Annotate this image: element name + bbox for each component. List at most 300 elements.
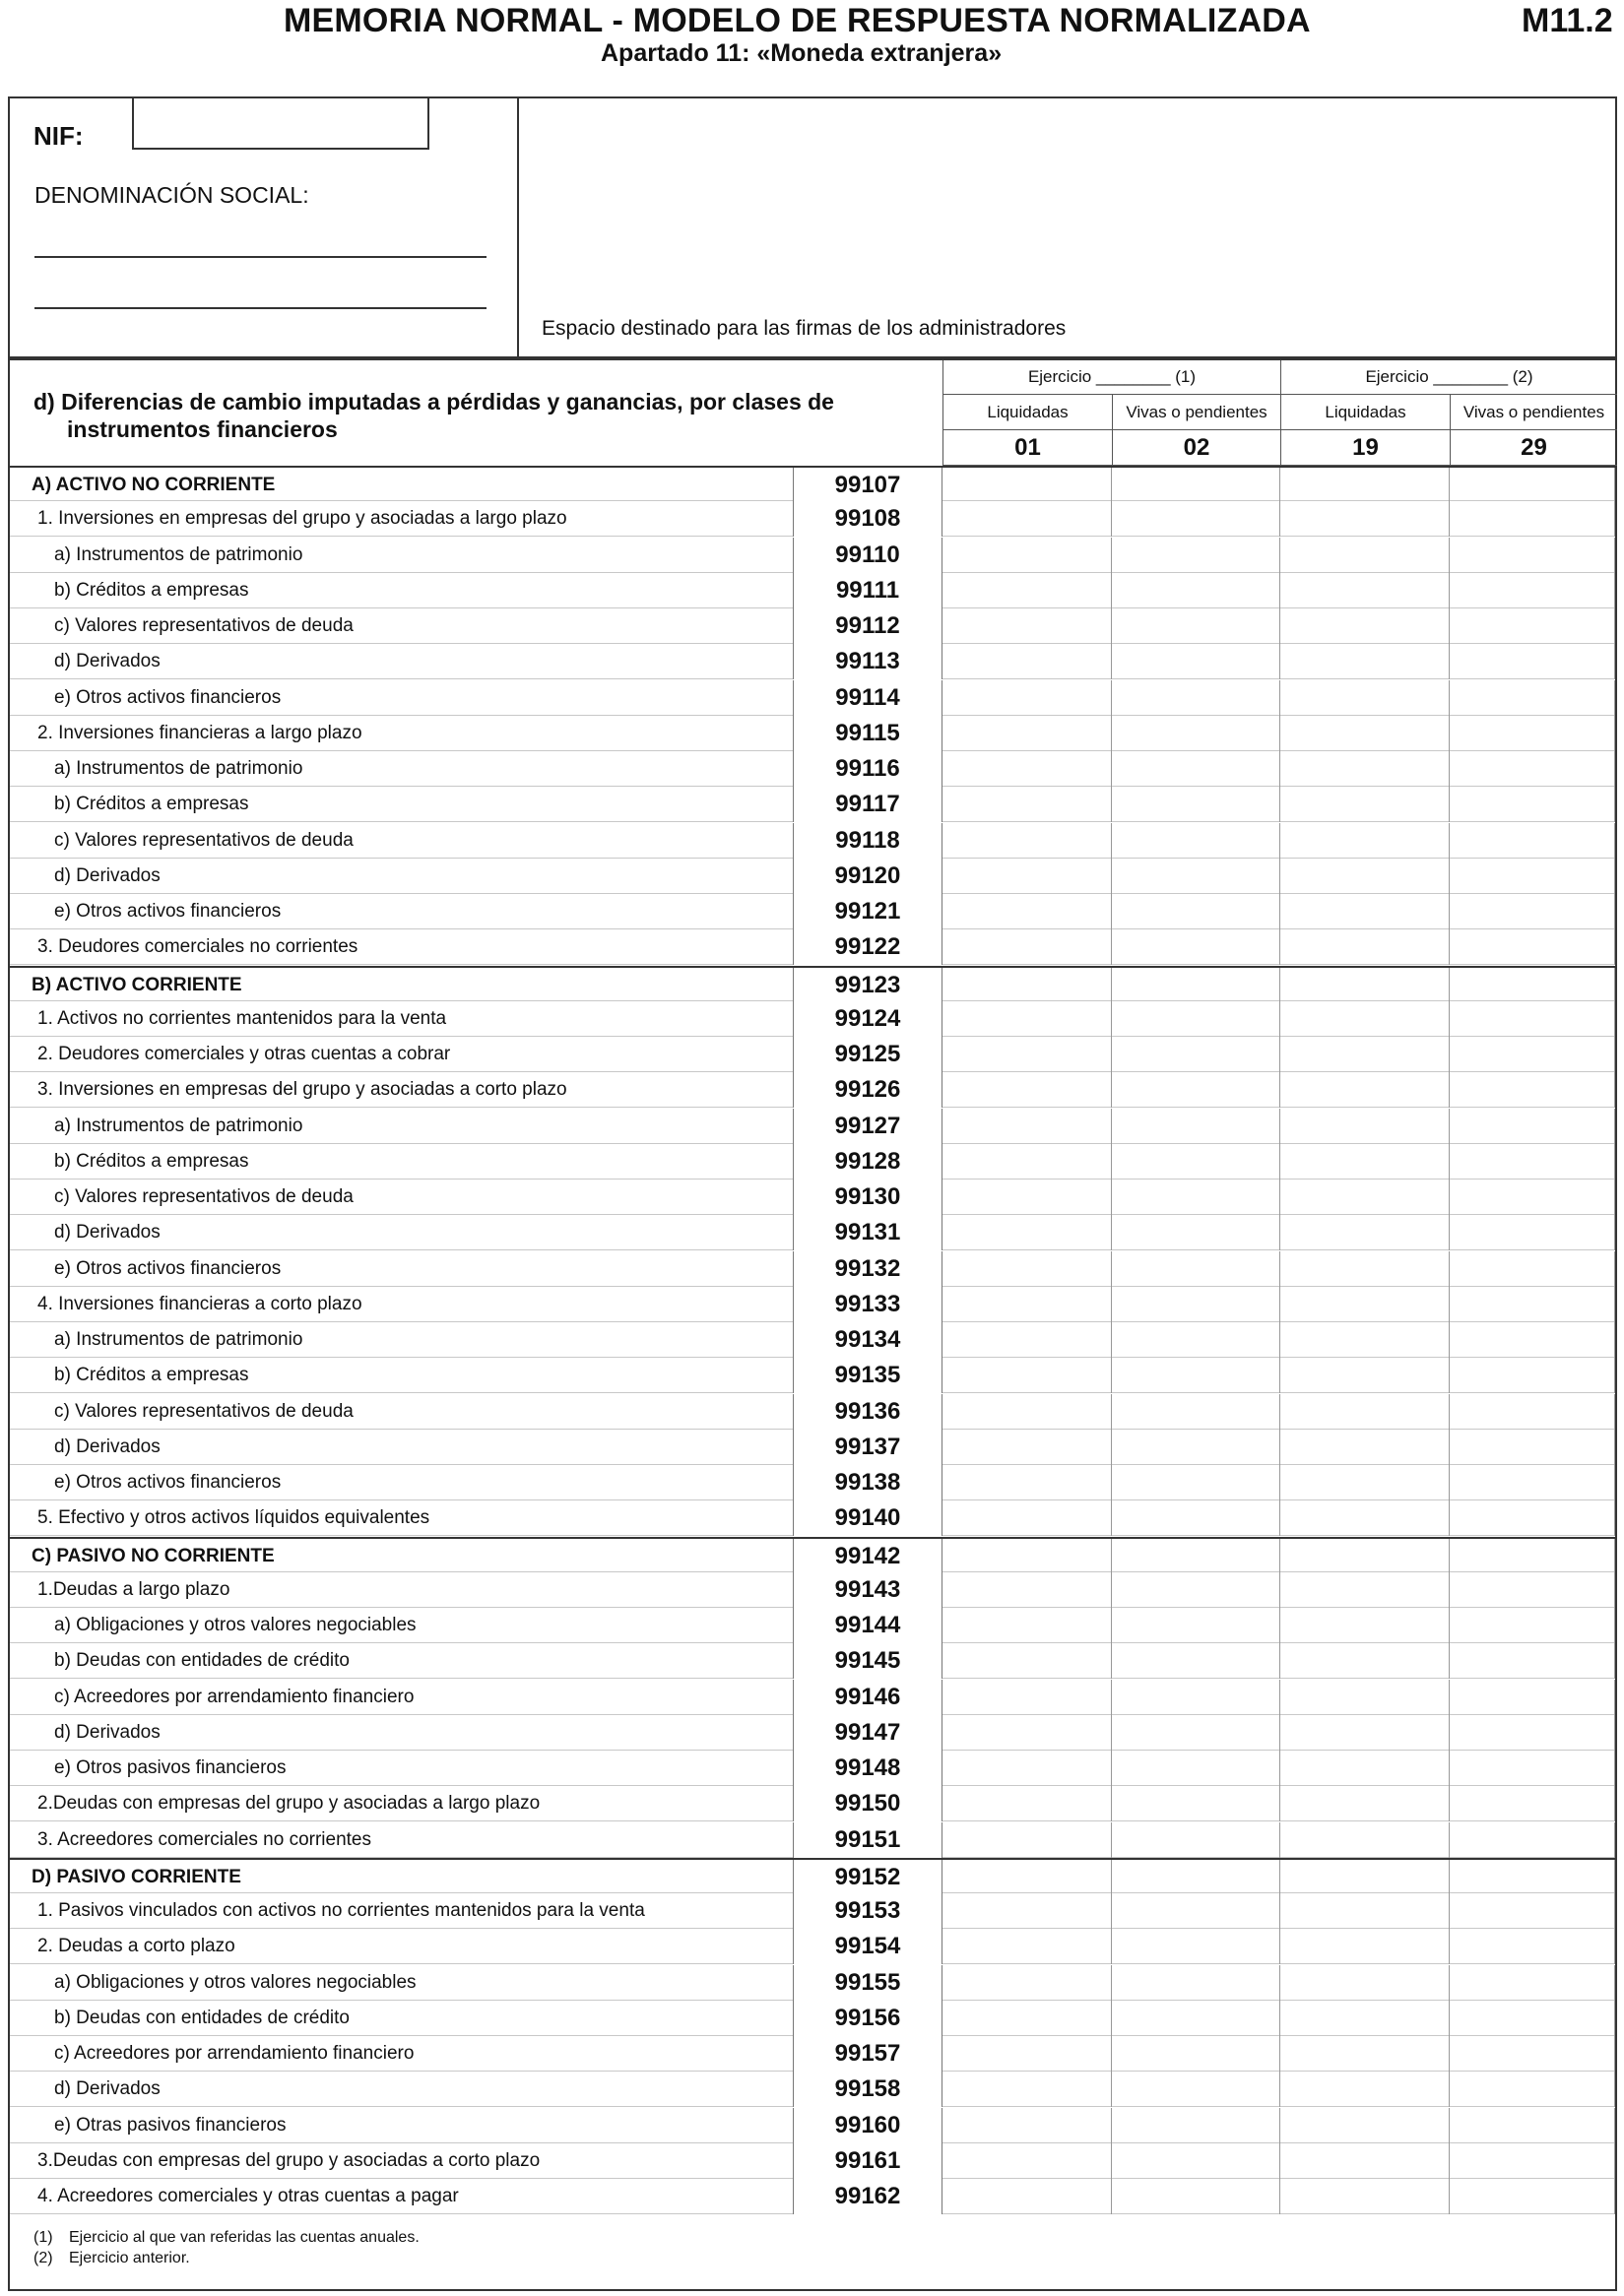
row-input-col-01[interactable]	[942, 2072, 1112, 2107]
row-input-col-29[interactable]	[1450, 1608, 1615, 1643]
row-input-col-29[interactable]	[1450, 1929, 1615, 1964]
row-input-col-02[interactable]	[1112, 1860, 1280, 1895]
col-num-29: 29	[1450, 430, 1617, 466]
row-input-col-02[interactable]	[1112, 1215, 1280, 1250]
row-input-col-01[interactable]	[942, 1715, 1112, 1751]
row-input-col-29[interactable]	[1450, 1500, 1615, 1536]
nif-input[interactable]	[132, 96, 429, 150]
row-input-col-19[interactable]	[1280, 1465, 1450, 1500]
row-input-col-01[interactable]	[942, 894, 1112, 929]
row-label: c) Valores representativos de deuda	[54, 615, 354, 636]
row-input-col-29[interactable]	[1450, 1072, 1615, 1108]
row-input-col-02[interactable]	[1112, 929, 1280, 965]
row-input-col-01[interactable]	[942, 1572, 1112, 1608]
row-input-col-01[interactable]	[942, 1786, 1112, 1821]
row-input-col-19[interactable]	[1280, 2072, 1450, 2107]
row-input-col-02[interactable]	[1112, 1394, 1280, 1430]
table-row	[10, 751, 1615, 787]
row-input-col-29[interactable]	[1450, 1893, 1615, 1929]
row-label: e) Otros pasivos financieros	[54, 1757, 287, 1778]
row-input-col-02[interactable]	[1112, 1465, 1280, 1500]
row-input-col-29[interactable]	[1450, 1180, 1615, 1215]
row-code: 99143	[793, 1572, 942, 1608]
row-input-col-29[interactable]	[1450, 538, 1615, 573]
table-row	[10, 1572, 1615, 1608]
row-code: 99162	[793, 2179, 942, 2214]
table-row	[10, 608, 1615, 644]
row-input-col-19[interactable]	[1280, 1608, 1450, 1643]
row-input-col-29[interactable]	[1450, 1822, 1615, 1858]
row-input-col-01[interactable]	[942, 1394, 1112, 1430]
row-input-col-19[interactable]	[1280, 1251, 1450, 1287]
denominacion-line-2[interactable]	[34, 307, 487, 309]
row-input-col-01[interactable]	[942, 1072, 1112, 1108]
row-input-col-29[interactable]	[1450, 1751, 1615, 1786]
form-code: M11.2	[1522, 2, 1613, 39]
table-row	[10, 1430, 1615, 1465]
table-row	[10, 1144, 1615, 1180]
row-input-col-29[interactable]	[1450, 501, 1615, 537]
row-input-col-19[interactable]	[1280, 1643, 1450, 1679]
row-label: a) Instrumentos de patrimonio	[54, 1329, 303, 1350]
row-label: 3. Deudores comerciales no corrientes	[37, 936, 358, 958]
row-input-col-29[interactable]	[1450, 716, 1615, 751]
col-liquidadas-1: Liquidadas	[942, 395, 1112, 430]
row-label: D) PASIVO CORRIENTE	[32, 1866, 241, 1887]
row-input-col-29[interactable]	[1450, 1215, 1615, 1250]
row-input-col-02[interactable]	[1112, 538, 1280, 573]
row-code: 99127	[793, 1109, 942, 1144]
row-input-col-02[interactable]	[1112, 823, 1280, 859]
row-input-col-19[interactable]	[1280, 1144, 1450, 1180]
row-input-col-19[interactable]	[1280, 894, 1450, 929]
row-input-col-02[interactable]	[1112, 1287, 1280, 1322]
row-input-col-19[interactable]	[1280, 1001, 1450, 1037]
row-input-col-29[interactable]	[1450, 1001, 1615, 1037]
row-code: 99160	[793, 2108, 942, 2143]
row-code: 99111	[793, 573, 942, 608]
row-label: e) Otros activos financieros	[54, 686, 282, 708]
row-input-col-01[interactable]	[942, 2179, 1112, 2214]
row-input-col-02[interactable]	[1112, 1643, 1280, 1679]
row-input-col-02[interactable]	[1112, 501, 1280, 537]
firmas-label: Espacio destinado para las firmas de los administradores	[542, 317, 1067, 340]
row-input-col-02[interactable]	[1112, 1358, 1280, 1393]
row-input-col-19[interactable]	[1280, 1572, 1450, 1608]
row-code: 99117	[793, 787, 942, 822]
row-label: 2. Deudas a corto plazo	[37, 1936, 235, 1957]
row-input-col-29[interactable]	[1450, 1430, 1615, 1465]
row-label: d) Derivados	[54, 1435, 161, 1457]
row-input-col-02[interactable]	[1112, 1965, 1280, 2001]
row-input-col-29[interactable]	[1450, 1465, 1615, 1500]
row-code: 99152	[793, 1860, 942, 1895]
row-input-col-19[interactable]	[1280, 1893, 1450, 1929]
row-code: 99146	[793, 1680, 942, 1715]
row-input-col-01[interactable]	[942, 1465, 1112, 1500]
row-input-col-01[interactable]	[942, 1251, 1112, 1287]
row-label: b) Créditos a empresas	[54, 794, 249, 815]
row-input-col-19[interactable]	[1280, 716, 1450, 751]
row-code: 99122	[793, 929, 942, 965]
row-label: b) Créditos a empresas	[54, 579, 249, 601]
row-input-col-02[interactable]	[1112, 859, 1280, 894]
row-input-col-29[interactable]	[1450, 1965, 1615, 2001]
row-code: 99150	[793, 1786, 942, 1821]
row-input-col-19[interactable]	[1280, 1786, 1450, 1821]
row-input-col-29[interactable]	[1450, 1287, 1615, 1322]
row-input-col-02[interactable]	[1112, 1786, 1280, 1821]
row-input-col-02[interactable]	[1112, 2179, 1280, 2214]
row-input-col-19[interactable]	[1280, 1180, 1450, 1215]
row-input-col-01[interactable]	[942, 1037, 1112, 1072]
row-input-col-02[interactable]	[1112, 1539, 1280, 1574]
table-row	[10, 1465, 1615, 1500]
row-input-col-29[interactable]	[1450, 751, 1615, 787]
row-input-col-19[interactable]	[1280, 538, 1450, 573]
row-input-col-19[interactable]	[1280, 859, 1450, 894]
row-input-col-02[interactable]	[1112, 2001, 1280, 2036]
row-input-col-19[interactable]	[1280, 929, 1450, 965]
row-input-col-29[interactable]	[1450, 1715, 1615, 1751]
row-input-col-01[interactable]	[942, 1608, 1112, 1643]
row-input-col-19[interactable]	[1280, 608, 1450, 644]
row-input-col-29[interactable]	[1450, 1358, 1615, 1393]
row-code: 99157	[793, 2036, 942, 2072]
row-input-col-19[interactable]	[1280, 1965, 1450, 2001]
row-input-col-01[interactable]	[942, 468, 1112, 503]
row-label: a) Instrumentos de patrimonio	[54, 758, 303, 779]
row-input-col-01[interactable]	[942, 538, 1112, 573]
row-input-col-02[interactable]	[1112, 1751, 1280, 1786]
section-title-line-1: d) Diferencias de cambio imputadas a pérdidas y ganancias, por clases de	[33, 389, 834, 415]
row-code: 99137	[793, 1430, 942, 1465]
row-input-col-01[interactable]	[942, 751, 1112, 787]
row-code: 99135	[793, 1358, 942, 1393]
row-input-col-02[interactable]	[1112, 1608, 1280, 1643]
row-input-col-01[interactable]	[942, 1430, 1112, 1465]
row-input-col-29[interactable]	[1450, 2072, 1615, 2107]
row-label: c) Valores representativos de deuda	[54, 829, 354, 851]
row-input-col-19[interactable]	[1280, 1929, 1450, 1964]
row-input-col-19[interactable]	[1280, 1037, 1450, 1072]
row-input-col-29[interactable]	[1450, 2143, 1615, 2179]
table-row	[10, 2143, 1615, 2179]
row-input-col-19[interactable]	[1280, 1215, 1450, 1250]
row-input-col-02[interactable]	[1112, 468, 1280, 503]
row-input-col-01[interactable]	[942, 1860, 1112, 1895]
row-input-col-19[interactable]	[1280, 573, 1450, 608]
row-code: 99125	[793, 1037, 942, 1072]
row-input-col-29[interactable]	[1450, 1860, 1615, 1895]
row-input-col-01[interactable]	[942, 1001, 1112, 1037]
row-input-col-01[interactable]	[942, 1215, 1112, 1250]
row-input-col-01[interactable]	[942, 929, 1112, 965]
row-input-col-02[interactable]	[1112, 2143, 1280, 2179]
row-input-col-19[interactable]	[1280, 823, 1450, 859]
row-input-col-02[interactable]	[1112, 894, 1280, 929]
row-label: d) Derivados	[54, 2078, 161, 2100]
row-input-col-29[interactable]	[1450, 859, 1615, 894]
row-input-col-29[interactable]	[1450, 1539, 1615, 1574]
row-input-col-19[interactable]	[1280, 1715, 1450, 1751]
row-input-col-02[interactable]	[1112, 751, 1280, 787]
row-input-col-01[interactable]	[942, 2143, 1112, 2179]
row-input-col-02[interactable]	[1112, 1822, 1280, 1858]
row-input-col-19[interactable]	[1280, 644, 1450, 679]
denominacion-label: DENOMINACIÓN SOCIAL:	[34, 182, 309, 208]
row-input-col-01[interactable]	[942, 1144, 1112, 1180]
row-input-col-19[interactable]	[1280, 1822, 1450, 1858]
row-input-col-01[interactable]	[942, 573, 1112, 608]
row-input-col-19[interactable]	[1280, 2036, 1450, 2072]
row-input-col-01[interactable]	[942, 1751, 1112, 1786]
row-input-col-01[interactable]	[942, 1358, 1112, 1393]
row-code: 99118	[793, 823, 942, 859]
row-input-col-01[interactable]	[942, 1287, 1112, 1322]
nif-label: NIF:	[33, 121, 84, 151]
row-code: 99130	[793, 1180, 942, 1215]
col-num-01: 01	[942, 430, 1112, 466]
row-code: 99140	[793, 1500, 942, 1536]
row-code: 99158	[793, 2072, 942, 2107]
row-code: 99113	[793, 644, 942, 679]
row-input-col-29[interactable]	[1450, 573, 1615, 608]
row-code: 99121	[793, 894, 942, 929]
row-input-col-01[interactable]	[942, 1322, 1112, 1358]
ejercicio-1-header: Ejercicio ________ (1)	[942, 360, 1280, 395]
row-input-col-02[interactable]	[1112, 716, 1280, 751]
row-input-col-29[interactable]	[1450, 680, 1615, 716]
row-input-col-29[interactable]	[1450, 1643, 1615, 1679]
row-input-col-19[interactable]	[1280, 501, 1450, 537]
row-input-col-29[interactable]	[1450, 2179, 1615, 2214]
table-row	[10, 1500, 1615, 1536]
row-input-col-19[interactable]	[1280, 2108, 1450, 2143]
row-input-col-02[interactable]	[1112, 1893, 1280, 1929]
row-code: 99161	[793, 2143, 942, 2179]
row-input-col-02[interactable]	[1112, 1001, 1280, 1037]
row-input-col-01[interactable]	[942, 1180, 1112, 1215]
row-label: b) Créditos a empresas	[54, 1150, 249, 1172]
table-row	[10, 787, 1615, 822]
row-input-col-01[interactable]	[942, 787, 1112, 822]
table-row	[10, 1537, 1615, 1572]
row-input-col-29[interactable]	[1450, 2036, 1615, 2072]
row-label: b) Deudas con entidades de crédito	[54, 1650, 350, 1672]
row-input-col-29[interactable]	[1450, 929, 1615, 965]
row-input-col-29[interactable]	[1450, 1786, 1615, 1821]
column-header	[942, 360, 1617, 466]
row-input-col-19[interactable]	[1280, 1358, 1450, 1393]
row-code: 99126	[793, 1072, 942, 1108]
row-input-col-19[interactable]	[1280, 2143, 1450, 2179]
footnote-2-num: (2)	[33, 2250, 53, 2266]
table-row	[10, 1786, 1615, 1821]
row-input-col-01[interactable]	[942, 1643, 1112, 1679]
table-row	[10, 2179, 1615, 2214]
table-row	[10, 1643, 1615, 1679]
row-input-col-01[interactable]	[942, 1109, 1112, 1144]
row-input-col-01[interactable]	[942, 859, 1112, 894]
row-input-col-02[interactable]	[1112, 1715, 1280, 1751]
row-label: A) ACTIVO NO CORRIENTE	[32, 475, 276, 495]
row-input-col-19[interactable]	[1280, 2179, 1450, 2214]
table-row	[10, 2072, 1615, 2107]
table-row	[10, 1965, 1615, 2001]
row-input-col-02[interactable]	[1112, 573, 1280, 608]
row-input-col-29[interactable]	[1450, 1109, 1615, 1144]
row-input-col-29[interactable]	[1450, 1037, 1615, 1072]
table-row	[10, 1037, 1615, 1072]
row-input-col-29[interactable]	[1450, 2108, 1615, 2143]
table-row	[10, 1680, 1615, 1715]
row-input-col-01[interactable]	[942, 1500, 1112, 1536]
row-input-col-19[interactable]	[1280, 1394, 1450, 1430]
row-input-col-19[interactable]	[1280, 468, 1450, 503]
row-input-col-19[interactable]	[1280, 1322, 1450, 1358]
row-input-col-02[interactable]	[1112, 608, 1280, 644]
row-input-col-01[interactable]	[942, 1965, 1112, 2001]
row-input-col-29[interactable]	[1450, 1322, 1615, 1358]
row-input-col-29[interactable]	[1450, 1251, 1615, 1287]
row-code: 99112	[793, 608, 942, 644]
table-row	[10, 466, 1615, 501]
row-label: 3. Inversiones en empresas del grupo y asociadas a corto plazo	[37, 1079, 567, 1101]
table-row	[10, 1858, 1615, 1893]
col-num-02: 02	[1112, 430, 1280, 466]
table-row	[10, 644, 1615, 679]
row-label: e) Otros activos financieros	[54, 1472, 282, 1493]
row-input-col-19[interactable]	[1280, 680, 1450, 716]
row-input-col-01[interactable]	[942, 1539, 1112, 1574]
row-input-col-02[interactable]	[1112, 1144, 1280, 1180]
table-row	[10, 1322, 1615, 1358]
row-input-col-29[interactable]	[1450, 1144, 1615, 1180]
row-input-col-02[interactable]	[1112, 644, 1280, 679]
row-input-col-02[interactable]	[1112, 2036, 1280, 2072]
row-input-col-02[interactable]	[1112, 2072, 1280, 2107]
row-code: 99128	[793, 1144, 942, 1180]
row-input-col-01[interactable]	[942, 501, 1112, 537]
row-input-col-02[interactable]	[1112, 1500, 1280, 1536]
row-label: d) Derivados	[54, 864, 161, 886]
row-code: 99131	[793, 1215, 942, 1250]
row-input-col-02[interactable]	[1112, 1251, 1280, 1287]
row-input-col-02[interactable]	[1112, 1109, 1280, 1144]
row-input-col-19[interactable]	[1280, 968, 1450, 1003]
row-input-col-02[interactable]	[1112, 1572, 1280, 1608]
row-code: 99153	[793, 1893, 942, 1929]
row-input-col-02[interactable]	[1112, 1430, 1280, 1465]
row-input-col-29[interactable]	[1450, 823, 1615, 859]
row-code: 99147	[793, 1715, 942, 1751]
row-input-col-19[interactable]	[1280, 1287, 1450, 1322]
row-label: 1. Activos no corrientes mantenidos para la venta	[37, 1007, 447, 1029]
row-input-col-02[interactable]	[1112, 1072, 1280, 1108]
row-input-col-19[interactable]	[1280, 751, 1450, 787]
row-input-col-29[interactable]	[1450, 1572, 1615, 1608]
row-input-col-01[interactable]	[942, 1893, 1112, 1929]
row-input-col-19[interactable]	[1280, 1500, 1450, 1536]
table-row	[10, 1893, 1615, 1929]
row-input-col-02[interactable]	[1112, 1180, 1280, 1215]
denominacion-line-1[interactable]	[34, 256, 487, 258]
row-input-col-29[interactable]	[1450, 608, 1615, 644]
row-input-col-19[interactable]	[1280, 1860, 1450, 1895]
row-input-col-02[interactable]	[1112, 968, 1280, 1003]
row-input-col-01[interactable]	[942, 968, 1112, 1003]
row-input-col-19[interactable]	[1280, 1109, 1450, 1144]
row-code: 99132	[793, 1251, 942, 1287]
row-input-col-01[interactable]	[942, 680, 1112, 716]
row-code: 99116	[793, 751, 942, 787]
row-input-col-02[interactable]	[1112, 787, 1280, 822]
row-input-col-01[interactable]	[942, 1822, 1112, 1858]
row-input-col-01[interactable]	[942, 608, 1112, 644]
row-input-col-19[interactable]	[1280, 1680, 1450, 1715]
form-title: MEMORIA NORMAL - MODELO DE RESPUESTA NORMALIZADA	[284, 2, 1311, 39]
row-input-col-01[interactable]	[942, 716, 1112, 751]
row-input-col-01[interactable]	[942, 2001, 1112, 2036]
row-label: e) Otros activos financieros	[54, 1257, 282, 1279]
row-input-col-02[interactable]	[1112, 1680, 1280, 1715]
row-input-col-19[interactable]	[1280, 1751, 1450, 1786]
row-label: a) Instrumentos de patrimonio	[54, 1115, 303, 1136]
row-label: b) Deudas con entidades de crédito	[54, 2007, 350, 2028]
table-row	[10, 2036, 1615, 2072]
row-input-col-01[interactable]	[942, 2036, 1112, 2072]
table-row	[10, 823, 1615, 859]
row-input-col-29[interactable]	[1450, 894, 1615, 929]
row-input-col-29[interactable]	[1450, 1680, 1615, 1715]
row-input-col-19[interactable]	[1280, 787, 1450, 822]
row-input-col-01[interactable]	[942, 823, 1112, 859]
row-input-col-29[interactable]	[1450, 644, 1615, 679]
row-input-col-01[interactable]	[942, 644, 1112, 679]
row-input-col-29[interactable]	[1450, 1394, 1615, 1430]
table-row	[10, 1751, 1615, 1786]
table-row	[10, 859, 1615, 894]
col-vivas-2: Vivas o pendientes	[1450, 395, 1617, 430]
row-input-col-02[interactable]	[1112, 680, 1280, 716]
row-code: 99110	[793, 538, 942, 573]
row-label: 1.Deudas a largo plazo	[37, 1578, 230, 1600]
row-input-col-29[interactable]	[1450, 968, 1615, 1003]
row-input-col-02[interactable]	[1112, 1322, 1280, 1358]
row-input-col-29[interactable]	[1450, 468, 1615, 503]
row-input-col-02[interactable]	[1112, 2108, 1280, 2143]
row-input-col-19[interactable]	[1280, 2001, 1450, 2036]
row-input-col-29[interactable]	[1450, 787, 1615, 822]
row-input-col-01[interactable]	[942, 1680, 1112, 1715]
row-input-col-02[interactable]	[1112, 1929, 1280, 1964]
row-input-col-01[interactable]	[942, 1929, 1112, 1964]
table-row	[10, 1715, 1615, 1751]
row-input-col-02[interactable]	[1112, 1037, 1280, 1072]
row-input-col-19[interactable]	[1280, 1072, 1450, 1108]
footnote-2-text: Ejercicio anterior.	[69, 2250, 190, 2266]
table-box	[8, 358, 1617, 2291]
row-input-col-01[interactable]	[942, 2108, 1112, 2143]
col-vivas-1: Vivas o pendientes	[1112, 395, 1280, 430]
row-input-col-19[interactable]	[1280, 1539, 1450, 1574]
row-code: 99144	[793, 1608, 942, 1643]
table-row	[10, 1072, 1615, 1108]
row-input-col-19[interactable]	[1280, 1430, 1450, 1465]
row-input-col-29[interactable]	[1450, 2001, 1615, 2036]
table-row	[10, 680, 1615, 716]
